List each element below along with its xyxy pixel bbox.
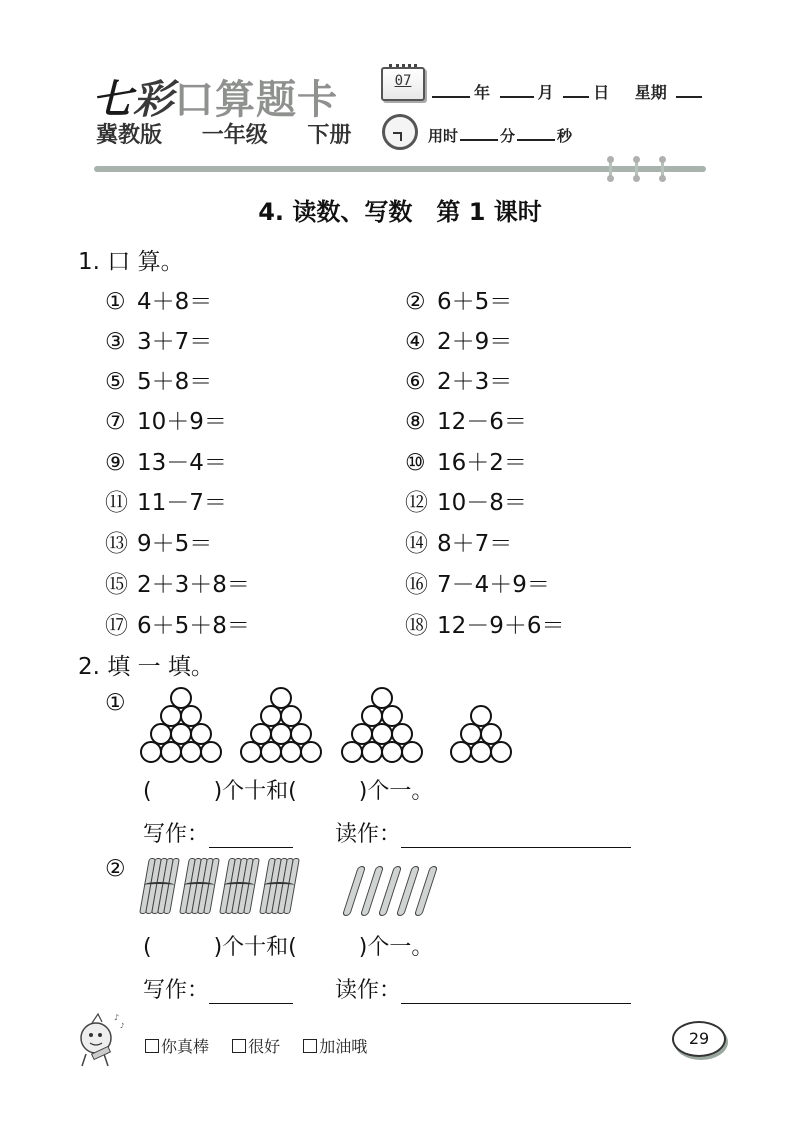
edition-volume: 下册 bbox=[307, 123, 352, 148]
edition-line bbox=[96, 118, 371, 149]
item-2-index: ② bbox=[105, 856, 126, 882]
mascot-icon bbox=[72, 1010, 128, 1070]
alarm-clock-icon bbox=[382, 114, 418, 150]
calendar-icon bbox=[381, 67, 425, 101]
seconds-label: 秒 bbox=[557, 127, 573, 145]
problem-7: ⑦ 10＋9＝ bbox=[105, 409, 227, 435]
svg-text:♪: ♪ bbox=[114, 1013, 120, 1022]
section-2-title: 2. 填 一 填。 bbox=[78, 654, 214, 680]
item-1-write-blank[interactable] bbox=[209, 825, 293, 848]
circle bbox=[361, 741, 383, 763]
header-divider bbox=[94, 166, 706, 172]
time-fields bbox=[428, 125, 572, 146]
problem-17: ⑰ 6＋5＋8＝ bbox=[105, 613, 250, 639]
checkbox[interactable] bbox=[145, 1039, 159, 1053]
self-evaluation bbox=[145, 1034, 385, 1057]
problem-5: ⑤ 5＋8＝ bbox=[105, 369, 213, 395]
binder-ring-icon bbox=[609, 158, 612, 180]
item-2-read-blank[interactable] bbox=[401, 981, 631, 1004]
circle bbox=[300, 741, 322, 763]
problem-12: ⑫ 10－8＝ bbox=[405, 490, 527, 516]
circle bbox=[470, 741, 492, 763]
svg-text:♪: ♪ bbox=[120, 1022, 125, 1030]
time-label: 用时 bbox=[428, 127, 459, 145]
edition-grade: 一年级 bbox=[201, 123, 268, 148]
problem-13: ⑬ 9＋5＝ bbox=[105, 531, 213, 557]
circle bbox=[160, 741, 182, 763]
item-1-tens-ones-line: ( )个十和( )个一。 bbox=[143, 779, 434, 804]
section-1-title: 1. 口 算。 bbox=[78, 249, 184, 275]
problem-15: ⑮ 2＋3＋8＝ bbox=[105, 572, 250, 598]
problem-1: ① 4＋8＝ bbox=[105, 289, 213, 315]
problem-2: ② 6＋5＝ bbox=[405, 289, 513, 315]
problem-18: ⑱ 12－9＋6＝ bbox=[405, 613, 565, 639]
circle bbox=[280, 741, 302, 763]
bundle-tie bbox=[184, 882, 214, 888]
bundle-tie bbox=[264, 882, 294, 888]
problem-16: ⑯ 7－4＋9＝ bbox=[405, 572, 550, 598]
circle bbox=[450, 741, 472, 763]
problem-4: ④ 2＋9＝ bbox=[405, 329, 513, 355]
calendar-number: 07 bbox=[394, 73, 412, 89]
bundle-tie bbox=[144, 882, 174, 888]
brand-part-3: 口算题卡 bbox=[174, 76, 338, 123]
item-2-tens-ones-line: ( )个十和( )个一。 bbox=[143, 935, 434, 960]
problem-6: ⑥ 2＋3＝ bbox=[405, 369, 513, 395]
checkbox[interactable] bbox=[303, 1039, 317, 1053]
circle bbox=[401, 741, 423, 763]
item-1-write-label: 写作： bbox=[143, 822, 210, 847]
weekday-label: 星期 bbox=[634, 83, 667, 102]
day-blank[interactable] bbox=[563, 95, 589, 98]
circle bbox=[180, 741, 202, 763]
stick-bundle-icon bbox=[262, 858, 296, 916]
item-2-write-blank[interactable] bbox=[209, 981, 293, 1004]
day-label: 日 bbox=[593, 83, 610, 102]
circle bbox=[341, 741, 363, 763]
binder-ring-icon bbox=[661, 158, 664, 180]
item-1-write-read-line bbox=[143, 817, 631, 848]
date-fields bbox=[428, 80, 706, 103]
year-label: 年 bbox=[474, 83, 491, 102]
lesson-title: 4. 读数、写数 第 1 课时 bbox=[258, 198, 542, 226]
seconds-blank[interactable] bbox=[517, 138, 555, 141]
brand-title bbox=[92, 68, 338, 125]
month-label: 月 bbox=[537, 83, 554, 102]
item-1-index: ① bbox=[105, 690, 126, 716]
eval-option-great[interactable]: 你真棒 bbox=[145, 1037, 209, 1056]
item-1-read-label: 读作： bbox=[335, 822, 402, 847]
stick-bundle-icon bbox=[142, 858, 176, 916]
item-2-write-read-line bbox=[143, 973, 631, 1004]
problem-8: ⑧ 12－6＝ bbox=[405, 409, 527, 435]
item-2-read-label: 读作： bbox=[335, 978, 402, 1003]
circle bbox=[381, 741, 403, 763]
circle bbox=[140, 741, 162, 763]
checkbox[interactable] bbox=[232, 1039, 246, 1053]
problem-9: ⑨ 13－4＝ bbox=[105, 450, 227, 476]
circle bbox=[200, 741, 222, 763]
item-1-read-blank[interactable] bbox=[401, 825, 631, 848]
calendar-rings bbox=[389, 64, 417, 73]
problem-10: ⑩ 16＋2＝ bbox=[405, 450, 527, 476]
page-number: 29 bbox=[672, 1021, 726, 1057]
stick-bundle-icon bbox=[182, 858, 216, 916]
binder-ring-icon bbox=[635, 158, 638, 180]
eval-option-good[interactable]: 很好 bbox=[232, 1037, 280, 1056]
minutes-blank[interactable] bbox=[460, 138, 498, 141]
brand-part-2: 彩 bbox=[133, 76, 174, 123]
circle bbox=[490, 741, 512, 763]
weekday-blank[interactable] bbox=[676, 95, 702, 98]
month-blank[interactable] bbox=[500, 95, 534, 98]
minutes-label: 分 bbox=[500, 127, 516, 145]
circle bbox=[240, 741, 262, 763]
stick-bundle-icon bbox=[222, 858, 256, 916]
problem-11: ⑪ 11－7＝ bbox=[105, 490, 227, 516]
item-2-write-label: 写作： bbox=[143, 978, 210, 1003]
edition-publisher: 冀教版 bbox=[96, 123, 163, 148]
circle bbox=[260, 741, 282, 763]
problem-14: ⑭ 8＋7＝ bbox=[405, 531, 513, 557]
eval-option-keep-going[interactable]: 加油哦 bbox=[303, 1037, 367, 1056]
year-blank[interactable] bbox=[432, 95, 470, 98]
brand-part-1: 七 bbox=[92, 76, 133, 123]
problem-3: ③ 3＋7＝ bbox=[105, 329, 213, 355]
bundle-tie bbox=[224, 882, 254, 888]
